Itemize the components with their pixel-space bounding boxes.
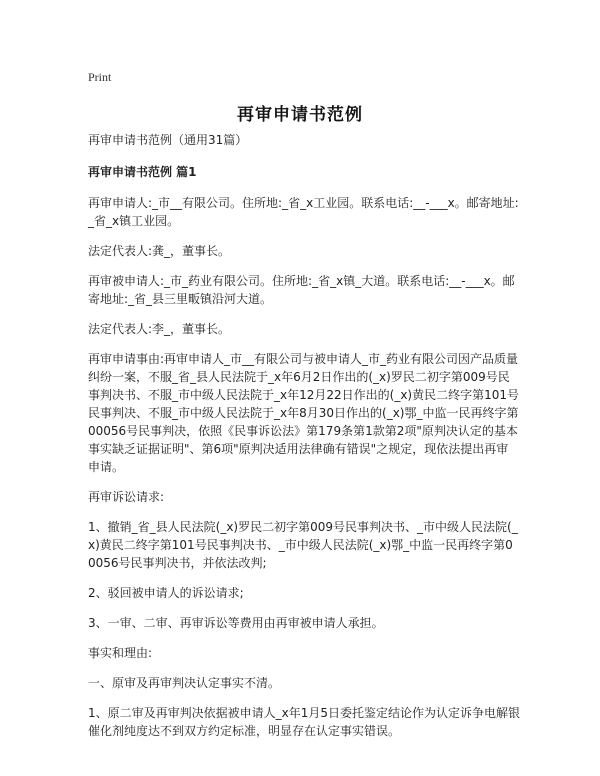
document-subtitle: 再审申请书范例（通用31篇） [88, 133, 248, 147]
paragraph-respondent: 再审被申请人:_市_药业有限公司。住所地:_省_x镇_大道。联系电话:__-___x。邮寄地址:_省_县三里畈镇沿河大道。 [88, 274, 515, 306]
print-label: Print [88, 70, 112, 84]
paragraph-facts-heading: 事实和理由: [88, 646, 153, 660]
section-heading: 再审申请书范例 篇1 [88, 165, 197, 179]
paragraph-respondent-representative: 法定代表人:李_，董事长。 [88, 322, 231, 336]
document-title: 再审申请书范例 [237, 105, 363, 125]
paragraph-requests-heading: 再审诉讼请求: [88, 490, 165, 504]
paragraph-request-1: 1、撤销_省_县人民法院(_x)罗民二初字第009号民事判决书、_市中级人民法院(_x)黄民二终字第101号民事判决书、_市中级人民法院(_x)鄂_中监一民再终字第00056号民事判决书，并依法改判; [88, 520, 518, 570]
paragraph-fact-1-detail: 1、原二审及再审判决依据被申请人_x年1月5日委托鉴定结论作为认定诉争电解银催化剂纯度达不到双方约定标准，明显存在认定事实错误。 [88, 706, 521, 738]
paragraph-applicant: 再审申请人:_市__有限公司。住所地:_省_x工业园。联系电话:__-___x。邮寄地址:_省_x镇工业园。 [88, 196, 519, 228]
paragraph-applicant-representative: 法定代表人:龚_，董事长。 [88, 244, 231, 258]
paragraph-grounds: 再审申请事由:再审申请人_市__有限公司与被申请人_市_药业有限公司因产品质量纠纷一案，不服_省_县人民法院于_x年6月2日作出的(_x)罗民二初字第009号民事判决书、不服_市中级人民法院于_x年12月22日作出的(_x)黄民二终字第101号民事判决、不服_市中级人民法院于_x年8月30日作出的(_x)鄂_中监一民再终字第00056号民事判决，依照《民事诉讼法》第179条第1款第2项"原判决认定的基本事实缺乏证据证明"、第6项"原判决适用法律确有错误"之规定，现依法提出再审申请。 [88, 352, 520, 474]
paragraph-fact-1-heading: 一、原审及再审判决认定事实不清。 [88, 676, 281, 690]
paragraph-request-3: 3、一审、二审、再审诉讼等费用由再审被申请人承担。 [88, 616, 384, 630]
document-body [88, 131, 520, 752]
paragraph-request-2: 2、驳回被申请人的诉讼请求; [88, 586, 244, 600]
